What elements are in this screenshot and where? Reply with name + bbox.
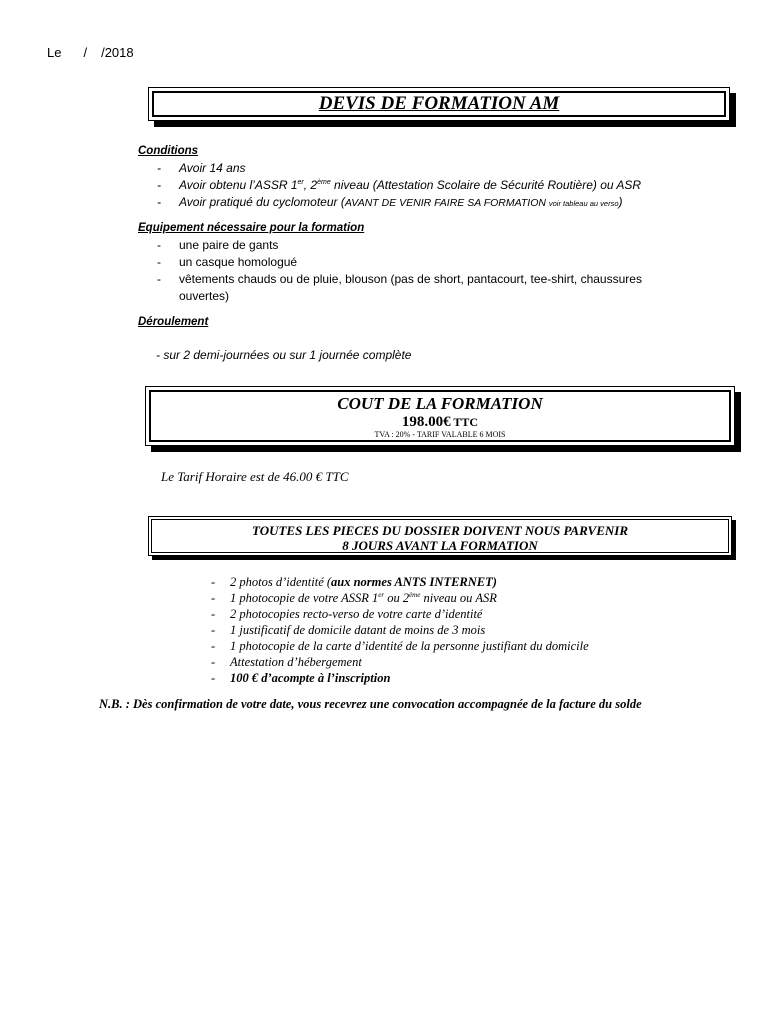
date-slash: / <box>83 45 88 60</box>
cost-box <box>145 386 735 446</box>
list-item: - 1 photocopie de votre ASSR 1er ou 2ème niveau ou ASR <box>211 590 497 605</box>
deroulement-item: - sur 2 demi-journées ou sur 1 journée complète <box>156 348 412 362</box>
list-item: - 1 justificatif de domicile datant de moins de 3 mois <box>211 623 486 637</box>
deroulement-heading: Déroulement <box>138 316 209 328</box>
equipement-heading: Equipement nécessaire pour la formation <box>138 222 365 234</box>
list-item: - 100 € d’acompte à l’inscription <box>211 671 391 685</box>
equipement-list <box>157 237 719 305</box>
list-item: - Avoir obtenu l’ASSR 1er, 2ème niveau (Attestation Scolaire de Sécurité Routière) ou ASR <box>157 178 642 192</box>
cost-box-inner <box>149 390 731 442</box>
nb-note: N.B. : Dès confirmation de votre date, vous recevrez une convocation accompagnée de la facture du solde <box>99 697 642 711</box>
date-line <box>47 45 134 60</box>
list-item: - un casque homologué <box>157 255 298 269</box>
cost-title: COUT DE LA FORMATION <box>337 394 543 413</box>
pieces-notice-box <box>148 516 732 556</box>
pieces-notice-inner <box>151 519 729 553</box>
list-item: - 1 photocopie de la carte d’identité de la personne justifiant du domicile <box>211 639 589 653</box>
list-item: - Avoir pratiqué du cyclomoteur (AVANT DE VENIR FAIRE SA FORMATION voir tableau au verso) <box>157 195 623 209</box>
date-le: Le <box>47 45 62 60</box>
list-item: ouvertes) <box>179 289 230 303</box>
documents-list <box>211 574 750 686</box>
pieces-notice-line1: TOUTES LES PIECES DU DOSSIER DOIVENT NOUS PARVENIR <box>251 523 629 538</box>
document-title: DEVIS DE FORMATION AM <box>318 93 560 114</box>
title-box <box>148 87 730 121</box>
conditions-list <box>157 160 739 212</box>
tarif-horaire: Le Tarif Horaire est de 46.00 € TTC <box>161 469 349 484</box>
list-item: - vêtements chauds ou de pluie, blouson (pas de short, pantacourt, tee-shirt, chaussures <box>157 272 642 286</box>
date-year: /2018 <box>101 45 134 60</box>
list-item: - 2 photocopies recto-verso de votre carte d’identité <box>211 607 483 621</box>
cost-note: TVA : 20% - TARIF VALABLE 6 MOIS <box>374 430 506 439</box>
list-item: - une paire de gants <box>157 238 279 252</box>
pieces-notice-line2: 8 JOURS AVANT LA FORMATION <box>342 538 538 553</box>
list-item: - Attestation d’hébergement <box>211 655 362 669</box>
conditions-heading: Conditions <box>138 145 199 157</box>
list-item: - 2 photos d’identité (aux normes ANTS INTERNET) <box>211 575 497 589</box>
title-box-inner <box>152 91 726 117</box>
list-item: - Avoir 14 ans <box>157 161 246 175</box>
cost-price: 198.00€ TTC <box>401 414 479 430</box>
